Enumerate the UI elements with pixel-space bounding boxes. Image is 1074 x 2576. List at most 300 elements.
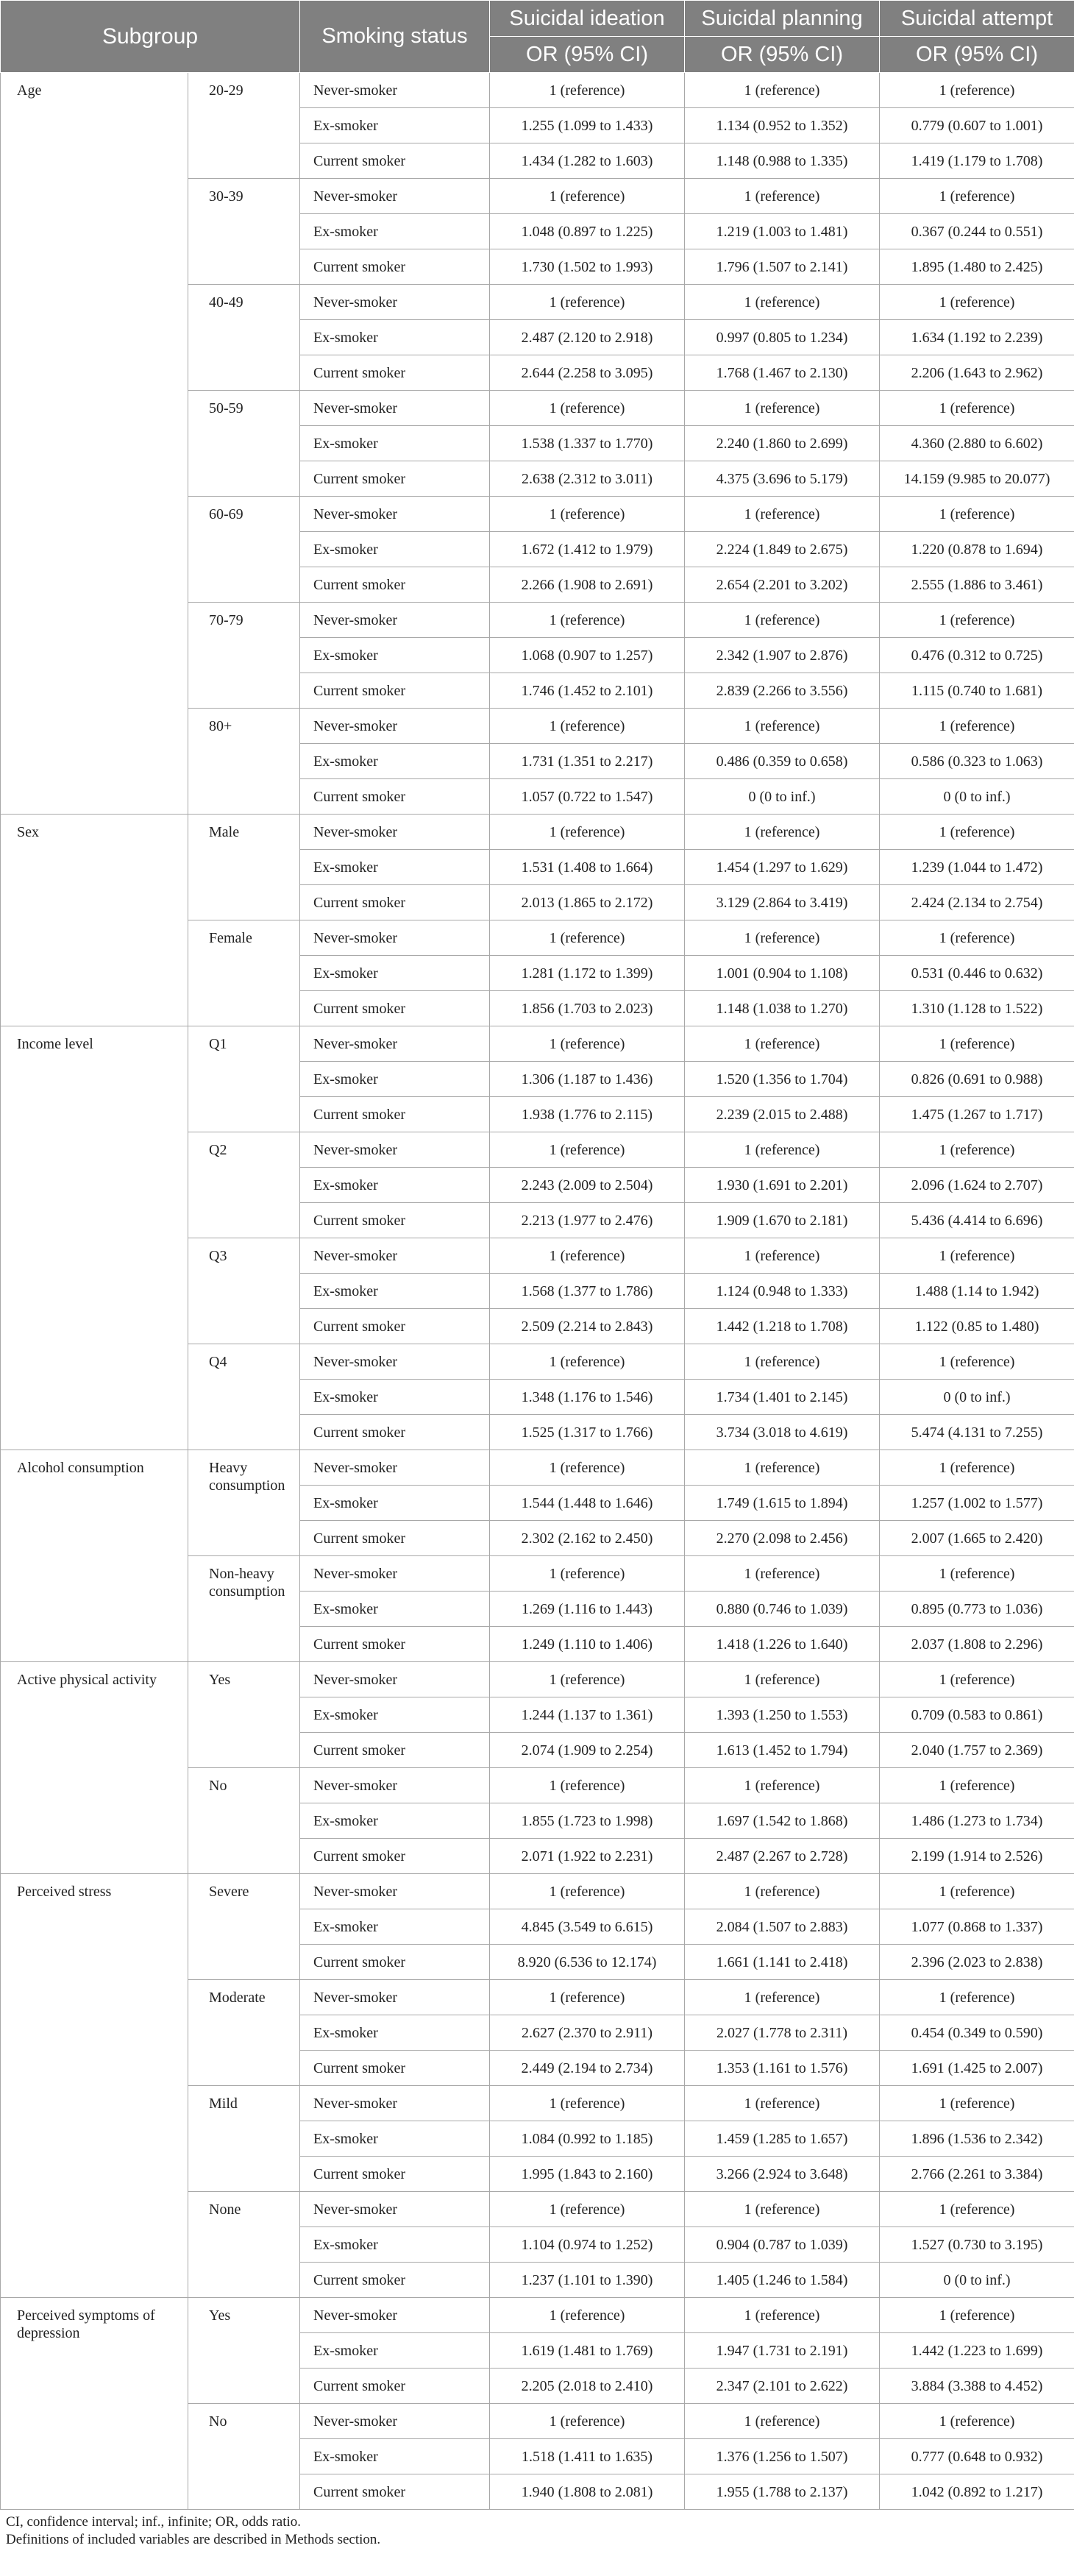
subgroup-cell: Q4 [188,1344,300,1450]
header-subgroup: Subgroup [1,1,300,73]
odds-ratio-cell: 1 (reference) [490,1450,685,1486]
smoking-status-cell: Never-smoker [300,497,490,532]
odds-ratio-cell: 1.134 (0.952 to 1.352) [685,108,880,143]
odds-ratio-cell: 1.538 (1.337 to 1.770) [490,426,685,461]
odds-ratio-cell: 2.013 (1.865 to 2.172) [490,885,685,920]
odds-ratio-cell: 1.896 (1.536 to 2.342) [880,2121,1074,2157]
odds-ratio-cell: 1.393 (1.250 to 1.553) [685,1697,880,1733]
odds-ratio-cell: 1.947 (1.731 to 2.191) [685,2333,880,2369]
odds-ratio-cell: 0 (0 to inf.) [880,1380,1074,1415]
odds-ratio-cell: 1 (reference) [490,285,685,320]
odds-ratio-cell: 1.257 (1.002 to 1.577) [880,1486,1074,1521]
odds-ratio-cell: 0 (0 to inf.) [685,779,880,815]
smoking-status-cell: Current smoker [300,1203,490,1238]
odds-ratio-cell: 0 (0 to inf.) [880,779,1074,815]
smoking-status-cell: Never-smoker [300,1980,490,2015]
odds-ratio-cell: 2.487 (2.120 to 2.918) [490,320,685,355]
odds-ratio-cell: 1.376 (1.256 to 1.507) [685,2439,880,2474]
smoking-status-cell: Never-smoker [300,2404,490,2439]
odds-ratio-cell: 8.920 (6.536 to 12.174) [490,1945,685,1980]
odds-ratio-cell: 0.454 (0.349 to 0.590) [880,2015,1074,2051]
odds-ratio-cell: 2.096 (1.624 to 2.707) [880,1168,1074,1203]
odds-ratio-cell: 2.213 (1.977 to 2.476) [490,1203,685,1238]
smoking-status-cell: Ex-smoker [300,2439,490,2474]
smoking-status-cell: Current smoker [300,1521,490,1556]
smoking-status-cell: Current smoker [300,461,490,497]
odds-ratio-cell: 1 (reference) [685,285,880,320]
odds-ratio-cell: 1.855 (1.723 to 1.998) [490,1803,685,1839]
table-row [1,1662,1074,1697]
odds-ratio-cell: 1 (reference) [685,391,880,426]
odds-ratio-cell: 1 (reference) [880,1026,1074,1062]
odds-ratio-cell: 2.205 (2.018 to 2.410) [490,2369,685,2404]
subgroup-cell: Non-heavy consumption [188,1556,300,1662]
smoking-status-cell: Current smoker [300,2369,490,2404]
odds-ratio-cell: 1.938 (1.776 to 2.115) [490,1097,685,1132]
odds-ratio-cell: 1.244 (1.137 to 1.361) [490,1697,685,1733]
category-cell: Active physical activity [1,1662,188,1874]
odds-ratio-cell: 0.486 (0.359 to 0.658) [685,744,880,779]
smoking-status-cell: Ex-smoker [300,1062,490,1097]
odds-ratio-cell: 1 (reference) [490,1556,685,1592]
odds-ratio-cell: 1 (reference) [880,1556,1074,1592]
odds-ratio-cell: 1.520 (1.356 to 1.704) [685,1062,880,1097]
odds-ratio-cell: 0.895 (0.773 to 1.036) [880,1592,1074,1627]
smoking-status-cell: Current smoker [300,143,490,179]
odds-ratio-cell: 3.884 (3.388 to 4.452) [880,2369,1074,2404]
header-suicidal-planning: Suicidal planning [685,1,880,37]
header-row-titles [1,1,1074,37]
odds-ratio-cell: 1 (reference) [880,1980,1074,2015]
odds-ratio-cell: 1.077 (0.868 to 1.337) [880,1909,1074,1945]
odds-ratio-cell: 1 (reference) [685,179,880,214]
odds-ratio-cell: 2.487 (2.267 to 2.728) [685,1839,880,1874]
table-row [1,815,1074,850]
odds-ratio-cell: 1 (reference) [685,1556,880,1592]
subgroup-cell: Male [188,815,300,920]
odds-ratio-cell: 5.474 (4.131 to 7.255) [880,1415,1074,1450]
smoking-status-cell: Ex-smoker [300,426,490,461]
odds-ratio-cell: 1 (reference) [880,497,1074,532]
odds-ratio-cell: 1 (reference) [490,391,685,426]
odds-ratio-cell: 1 (reference) [490,179,685,214]
odds-ratio-cell: 1.419 (1.179 to 1.708) [880,143,1074,179]
odds-ratio-cell: 1.634 (1.192 to 2.239) [880,320,1074,355]
subgroup-cell: 40-49 [188,285,300,391]
odds-ratio-cell: 1.454 (1.297 to 1.629) [685,850,880,885]
smoking-status-cell: Ex-smoker [300,1168,490,1203]
category-cell: Perceived symptoms of depression [1,2298,188,2510]
odds-ratio-cell: 1 (reference) [880,2298,1074,2333]
smoking-status-cell: Current smoker [300,1945,490,1980]
odds-ratio-cell: 1.527 (0.730 to 3.195) [880,2227,1074,2263]
smoking-status-cell: Never-smoker [300,73,490,108]
odds-ratio-cell: 2.424 (2.134 to 2.754) [880,885,1074,920]
odds-ratio-cell: 0.779 (0.607 to 1.001) [880,108,1074,143]
odds-ratio-cell: 1.068 (0.907 to 1.257) [490,638,685,673]
table-header [1,1,1074,73]
odds-ratio-cell: 1.661 (1.141 to 2.418) [685,1945,880,1980]
odds-ratio-cell: 1 (reference) [490,920,685,956]
odds-ratio-cell: 2.206 (1.643 to 2.962) [880,355,1074,391]
odds-ratio-cell: 1 (reference) [880,391,1074,426]
odds-ratio-cell: 0.777 (0.648 to 0.932) [880,2439,1074,2474]
smoking-status-cell: Never-smoker [300,2298,490,2333]
odds-ratio-cell: 0.997 (0.805 to 1.234) [685,320,880,355]
odds-ratio-cell: 1.255 (1.099 to 1.433) [490,108,685,143]
odds-ratio-cell: 2.839 (2.266 to 3.556) [685,673,880,709]
odds-ratio-cell: 1 (reference) [880,1238,1074,1274]
subgroup-cell: Moderate [188,1980,300,2086]
smoking-status-cell: Ex-smoker [300,638,490,673]
smoking-status-cell: Current smoker [300,673,490,709]
odds-ratio-cell: 1.613 (1.452 to 1.794) [685,1733,880,1768]
odds-ratio-cell: 1 (reference) [685,73,880,108]
odds-ratio-cell: 1 (reference) [490,73,685,108]
odds-ratio-cell: 2.240 (1.860 to 2.699) [685,426,880,461]
smoking-status-cell: Ex-smoker [300,1274,490,1309]
odds-ratio-cell: 2.040 (1.757 to 2.369) [880,1733,1074,1768]
odds-ratio-cell: 1.544 (1.448 to 1.646) [490,1486,685,1521]
subgroup-cell: 20-29 [188,73,300,179]
smoking-status-cell: Never-smoker [300,1556,490,1592]
odds-ratio-cell: 1.048 (0.897 to 1.225) [490,214,685,249]
subgroup-cell: Female [188,920,300,1026]
header-suicidal-attempt: Suicidal attempt [880,1,1074,37]
smoking-status-cell: Never-smoker [300,285,490,320]
odds-ratio-cell: 0 (0 to inf.) [880,2263,1074,2298]
smoking-status-cell: Current smoker [300,1627,490,1662]
odds-ratio-cell: 1.730 (1.502 to 1.993) [490,249,685,285]
odds-ratio-cell: 1 (reference) [880,179,1074,214]
odds-ratio-cell: 1.672 (1.412 to 1.979) [490,532,685,567]
smoking-status-cell: Ex-smoker [300,1909,490,1945]
odds-ratio-cell: 1.434 (1.282 to 1.603) [490,143,685,179]
odds-ratio-cell: 1 (reference) [490,1344,685,1380]
odds-ratio-cell: 1 (reference) [490,1874,685,1909]
smoking-status-cell: Current smoker [300,2474,490,2510]
smoking-status-cell: Ex-smoker [300,1486,490,1521]
header-suicidal-ideation: Suicidal ideation [490,1,685,37]
odds-ratio-cell: 1.442 (1.218 to 1.708) [685,1309,880,1344]
odds-ratio-cell: 2.509 (2.214 to 2.843) [490,1309,685,1344]
smoking-status-cell: Current smoker [300,991,490,1026]
odds-ratio-cell: 1.348 (1.176 to 1.546) [490,1380,685,1415]
smoking-status-cell: Ex-smoker [300,108,490,143]
smoking-status-cell: Ex-smoker [300,1592,490,1627]
smoking-status-cell: Never-smoker [300,815,490,850]
odds-ratio-cell: 1 (reference) [490,815,685,850]
odds-ratio-cell: 1 (reference) [685,2192,880,2227]
smoking-status-cell: Current smoker [300,2051,490,2086]
smoking-status-cell: Never-smoker [300,1132,490,1168]
odds-ratio-cell: 1.486 (1.273 to 1.734) [880,1803,1074,1839]
smoking-status-cell: Current smoker [300,355,490,391]
odds-ratio-cell: 2.037 (1.808 to 2.296) [880,1627,1074,1662]
odds-ratio-cell: 1.475 (1.267 to 1.717) [880,1097,1074,1132]
smoking-status-cell: Never-smoker [300,1768,490,1803]
odds-ratio-cell: 1.084 (0.992 to 1.185) [490,2121,685,2157]
category-cell: Income level [1,1026,188,1450]
odds-ratio-cell: 1.122 (0.85 to 1.480) [880,1309,1074,1344]
odds-ratio-cell: 2.627 (2.370 to 2.911) [490,2015,685,2051]
odds-ratio-cell: 4.375 (3.696 to 5.179) [685,461,880,497]
smoking-status-cell: Current smoker [300,1733,490,1768]
odds-ratio-cell: 2.654 (2.201 to 3.202) [685,567,880,603]
smoking-status-cell: Current smoker [300,2263,490,2298]
odds-ratio-cell: 0.709 (0.583 to 0.861) [880,1697,1074,1733]
odds-ratio-cell: 1 (reference) [880,1450,1074,1486]
odds-ratio-cell: 1.525 (1.317 to 1.766) [490,1415,685,1450]
odds-ratio-cell: 1 (reference) [490,603,685,638]
odds-ratio-cell: 1.619 (1.481 to 1.769) [490,2333,685,2369]
odds-ratio-cell: 1 (reference) [880,920,1074,956]
odds-ratio-cell: 1.057 (0.722 to 1.547) [490,779,685,815]
smoking-status-cell: Current smoker [300,1839,490,1874]
odds-ratio-cell: 1 (reference) [685,1662,880,1697]
subgroup-cell: Q3 [188,1238,300,1344]
subgroup-cell: No [188,2404,300,2510]
odds-ratio-cell: 1 (reference) [490,1662,685,1697]
smoking-status-cell: Never-smoker [300,1026,490,1062]
odds-ratio-cell: 1.459 (1.285 to 1.657) [685,2121,880,2157]
odds-ratio-cell: 1 (reference) [685,920,880,956]
odds-ratio-cell: 1.697 (1.542 to 1.868) [685,1803,880,1839]
odds-ratio-cell: 1.856 (1.703 to 2.023) [490,991,685,1026]
odds-ratio-cell: 1 (reference) [880,2404,1074,2439]
odds-ratio-cell: 2.074 (1.909 to 2.254) [490,1733,685,1768]
odds-ratio-cell: 1.148 (1.038 to 1.270) [685,991,880,1026]
odds-ratio-cell: 1.124 (0.948 to 1.333) [685,1274,880,1309]
odds-ratio-cell: 1.691 (1.425 to 2.007) [880,2051,1074,2086]
smoking-status-cell: Never-smoker [300,1238,490,1274]
header-or-ci: OR (95% CI) [685,37,880,73]
odds-ratio-cell: 2.638 (2.312 to 3.011) [490,461,685,497]
odds-ratio-cell: 1.488 (1.14 to 1.942) [880,1274,1074,1309]
odds-ratio-cell: 1 (reference) [685,1980,880,2015]
odds-ratio-cell: 1.518 (1.411 to 1.635) [490,2439,685,2474]
odds-ratio-cell: 1 (reference) [490,709,685,744]
smoking-status-cell: Ex-smoker [300,2121,490,2157]
odds-ratio-cell: 1.249 (1.110 to 1.406) [490,1627,685,1662]
odds-ratio-cell: 1.734 (1.401 to 2.145) [685,1380,880,1415]
odds-ratio-cell: 1.930 (1.691 to 2.201) [685,1168,880,1203]
header-or-ci: OR (95% CI) [880,37,1074,73]
odds-ratio-cell: 1.995 (1.843 to 2.160) [490,2157,685,2192]
odds-ratio-cell: 2.766 (2.261 to 3.384) [880,2157,1074,2192]
odds-ratio-cell: 1.731 (1.351 to 2.217) [490,744,685,779]
odds-ratio-cell: 1 (reference) [490,1238,685,1274]
odds-ratio-cell: 1 (reference) [685,1132,880,1168]
smoking-status-cell: Never-smoker [300,920,490,956]
subgroup-cell: Yes [188,2298,300,2404]
odds-ratio-cell: 2.302 (2.162 to 2.450) [490,1521,685,1556]
odds-ratio-cell: 1.310 (1.128 to 1.522) [880,991,1074,1026]
odds-ratio-cell: 1 (reference) [685,1344,880,1380]
subgroup-cell: 60-69 [188,497,300,603]
odds-ratio-cell: 1.749 (1.615 to 1.894) [685,1486,880,1521]
odds-ratio-cell: 1 (reference) [490,2298,685,2333]
header-smoking-status: Smoking status [300,1,490,73]
smoking-status-cell: Current smoker [300,1309,490,1344]
table-row [1,73,1074,108]
subgroup-cell: 50-59 [188,391,300,497]
odds-ratio-cell: 1.104 (0.974 to 1.252) [490,2227,685,2263]
odds-ratio-cell: 2.027 (1.778 to 2.311) [685,2015,880,2051]
odds-ratio-cell: 1 (reference) [880,815,1074,850]
table-row [1,1450,1074,1486]
smoking-status-cell: Ex-smoker [300,320,490,355]
smoking-status-cell: Ex-smoker [300,956,490,991]
odds-ratio-cell: 1 (reference) [685,2086,880,2121]
footnote-abbreviations: CI, confidence interval; inf., infinite; OR, odds ratio. [6,2514,302,2530]
odds-ratio-cell: 1.269 (1.116 to 1.443) [490,1592,685,1627]
odds-ratio-cell: 1 (reference) [685,603,880,638]
odds-ratio-cell: 4.360 (2.880 to 6.602) [880,426,1074,461]
smoking-status-cell: Ex-smoker [300,744,490,779]
odds-ratio-cell: 1.239 (1.044 to 1.472) [880,850,1074,885]
smoking-status-cell: Ex-smoker [300,1380,490,1415]
footnote-definitions: Definitions of included variables are described in Methods section. [6,2532,381,2547]
odds-ratio-cell: 3.734 (3.018 to 4.619) [685,1415,880,1450]
odds-ratio-cell: 2.071 (1.922 to 2.231) [490,1839,685,1874]
subgroup-cell: 70-79 [188,603,300,709]
odds-ratio-cell: 1.353 (1.161 to 1.576) [685,2051,880,2086]
odds-ratio-cell: 1 (reference) [685,1768,880,1803]
smoking-status-cell: Current smoker [300,1097,490,1132]
subgroup-cell: Severe [188,1874,300,1980]
smoking-status-cell: Never-smoker [300,603,490,638]
odds-ratio-cell: 0.367 (0.244 to 0.551) [880,214,1074,249]
odds-ratio-cell: 5.436 (4.414 to 6.696) [880,1203,1074,1238]
odds-ratio-cell: 1 (reference) [880,2086,1074,2121]
odds-ratio-cell: 2.266 (1.908 to 2.691) [490,567,685,603]
odds-ratio-cell: 2.243 (2.009 to 2.504) [490,1168,685,1203]
odds-ratio-cell: 1.042 (0.892 to 1.217) [880,2474,1074,2510]
odds-ratio-cell: 1 (reference) [880,1768,1074,1803]
smoking-status-cell: Never-smoker [300,391,490,426]
odds-ratio-cell: 1.746 (1.452 to 2.101) [490,673,685,709]
subgroup-cell: Mild [188,2086,300,2192]
odds-ratio-cell: 1.237 (1.101 to 1.390) [490,2263,685,2298]
odds-ratio-cell: 2.007 (1.665 to 2.420) [880,1521,1074,1556]
subgroup-cell: None [188,2192,300,2298]
odds-ratio-cell: 2.396 (2.023 to 2.838) [880,1945,1074,1980]
smoking-status-cell: Current smoker [300,885,490,920]
odds-ratio-cell: 2.555 (1.886 to 3.461) [880,567,1074,603]
smoking-status-cell: Never-smoker [300,179,490,214]
smoking-status-cell: Never-smoker [300,1662,490,1697]
odds-ratio-cell: 1 (reference) [685,1238,880,1274]
subgroup-cell: 30-39 [188,179,300,285]
odds-ratio-cell: 1 (reference) [490,2086,685,2121]
odds-ratio-cell: 1.405 (1.246 to 1.584) [685,2263,880,2298]
odds-ratio-cell: 1 (reference) [490,1980,685,2015]
smoking-status-cell: Never-smoker [300,1344,490,1380]
smoking-status-cell: Current smoker [300,779,490,815]
odds-ratio-cell: 2.449 (2.194 to 2.734) [490,2051,685,2086]
odds-ratio-cell: 1 (reference) [685,497,880,532]
odds-ratio-cell: 1 (reference) [685,2404,880,2439]
odds-ratio-cell: 2.199 (1.914 to 2.526) [880,1839,1074,1874]
odds-ratio-cell: 1 (reference) [880,709,1074,744]
odds-ratio-cell: 1.955 (1.788 to 2.137) [685,2474,880,2510]
smoking-status-cell: Ex-smoker [300,214,490,249]
subgroup-cell: No [188,1768,300,1874]
odds-ratio-cell: 1 (reference) [490,497,685,532]
table-row [1,1874,1074,1909]
odds-ratio-cell: 2.084 (1.507 to 2.883) [685,1909,880,1945]
odds-ratio-cell: 1 (reference) [880,73,1074,108]
category-cell: Perceived stress [1,1874,188,2298]
odds-ratio-cell: 1 (reference) [685,815,880,850]
odds-ratio-cell: 1.220 (0.878 to 1.694) [880,532,1074,567]
odds-ratio-cell: 1.568 (1.377 to 1.786) [490,1274,685,1309]
odds-ratio-cell: 2.239 (2.015 to 2.488) [685,1097,880,1132]
smoking-status-cell: Never-smoker [300,709,490,744]
odds-ratio-cell: 1.940 (1.808 to 2.081) [490,2474,685,2510]
table-row [1,1026,1074,1062]
odds-ratio-cell: 1 (reference) [685,1450,880,1486]
smoking-status-cell: Current smoker [300,1415,490,1450]
odds-ratio-cell: 1.219 (1.003 to 1.481) [685,214,880,249]
odds-ratio-cell: 1.115 (0.740 to 1.681) [880,673,1074,709]
odds-ratio-cell: 2.342 (1.907 to 2.876) [685,638,880,673]
odds-ratio-cell: 1 (reference) [880,285,1074,320]
odds-ratio-cell: 3.266 (2.924 to 3.648) [685,2157,880,2192]
subgroup-cell: Yes [188,1662,300,1768]
odds-ratio-cell: 1.306 (1.187 to 1.436) [490,1062,685,1097]
odds-ratio-cell: 1 (reference) [880,1344,1074,1380]
odds-ratio-cell: 1.768 (1.467 to 2.130) [685,355,880,391]
smoking-status-cell: Ex-smoker [300,2227,490,2263]
odds-ratio-cell: 3.129 (2.864 to 3.419) [685,885,880,920]
odds-ratio-cell: 1 (reference) [685,1026,880,1062]
odds-ratio-cell: 1 (reference) [880,2192,1074,2227]
smoking-status-cell: Ex-smoker [300,532,490,567]
table-body [1,73,1074,2510]
odds-ratio-cell: 2.224 (1.849 to 2.675) [685,532,880,567]
odds-ratio-cell: 1 (reference) [490,1132,685,1168]
odds-ratio-cell: 0.904 (0.787 to 1.039) [685,2227,880,2263]
category-cell: Alcohol consumption [1,1450,188,1662]
odds-ratio-cell: 1 (reference) [490,2404,685,2439]
odds-ratio-cell: 1.909 (1.670 to 2.181) [685,1203,880,1238]
category-cell: Age [1,73,188,815]
odds-ratio-cell: 2.644 (2.258 to 3.095) [490,355,685,391]
odds-ratio-cell: 2.270 (2.098 to 2.456) [685,1521,880,1556]
odds-ratio-cell: 2.347 (2.101 to 2.622) [685,2369,880,2404]
odds-ratio-cell: 1.001 (0.904 to 1.108) [685,956,880,991]
smoking-status-cell: Current smoker [300,249,490,285]
odds-ratio-cell: 1.531 (1.408 to 1.664) [490,850,685,885]
odds-ratio-cell: 0.476 (0.312 to 0.725) [880,638,1074,673]
odds-ratio-cell: 1 (reference) [880,603,1074,638]
odds-ratio-cell: 1 (reference) [685,2298,880,2333]
subgroup-cell: Q2 [188,1132,300,1238]
odds-ratio-cell: 1.418 (1.226 to 1.640) [685,1627,880,1662]
odds-ratio-cell: 14.159 (9.985 to 20.077) [880,461,1074,497]
odds-ratio-cell: 1 (reference) [490,1768,685,1803]
subgroup-cell: Heavy consumption [188,1450,300,1556]
odds-ratio-cell: 1 (reference) [685,709,880,744]
odds-ratio-cell: 0.586 (0.323 to 1.063) [880,744,1074,779]
odds-ratio-cell: 1.148 (0.988 to 1.335) [685,143,880,179]
smoking-status-cell: Ex-smoker [300,850,490,885]
smoking-status-cell: Ex-smoker [300,2333,490,2369]
odds-ratio-cell: 0.880 (0.746 to 1.039) [685,1592,880,1627]
odds-ratio-cell: 1 (reference) [685,1874,880,1909]
